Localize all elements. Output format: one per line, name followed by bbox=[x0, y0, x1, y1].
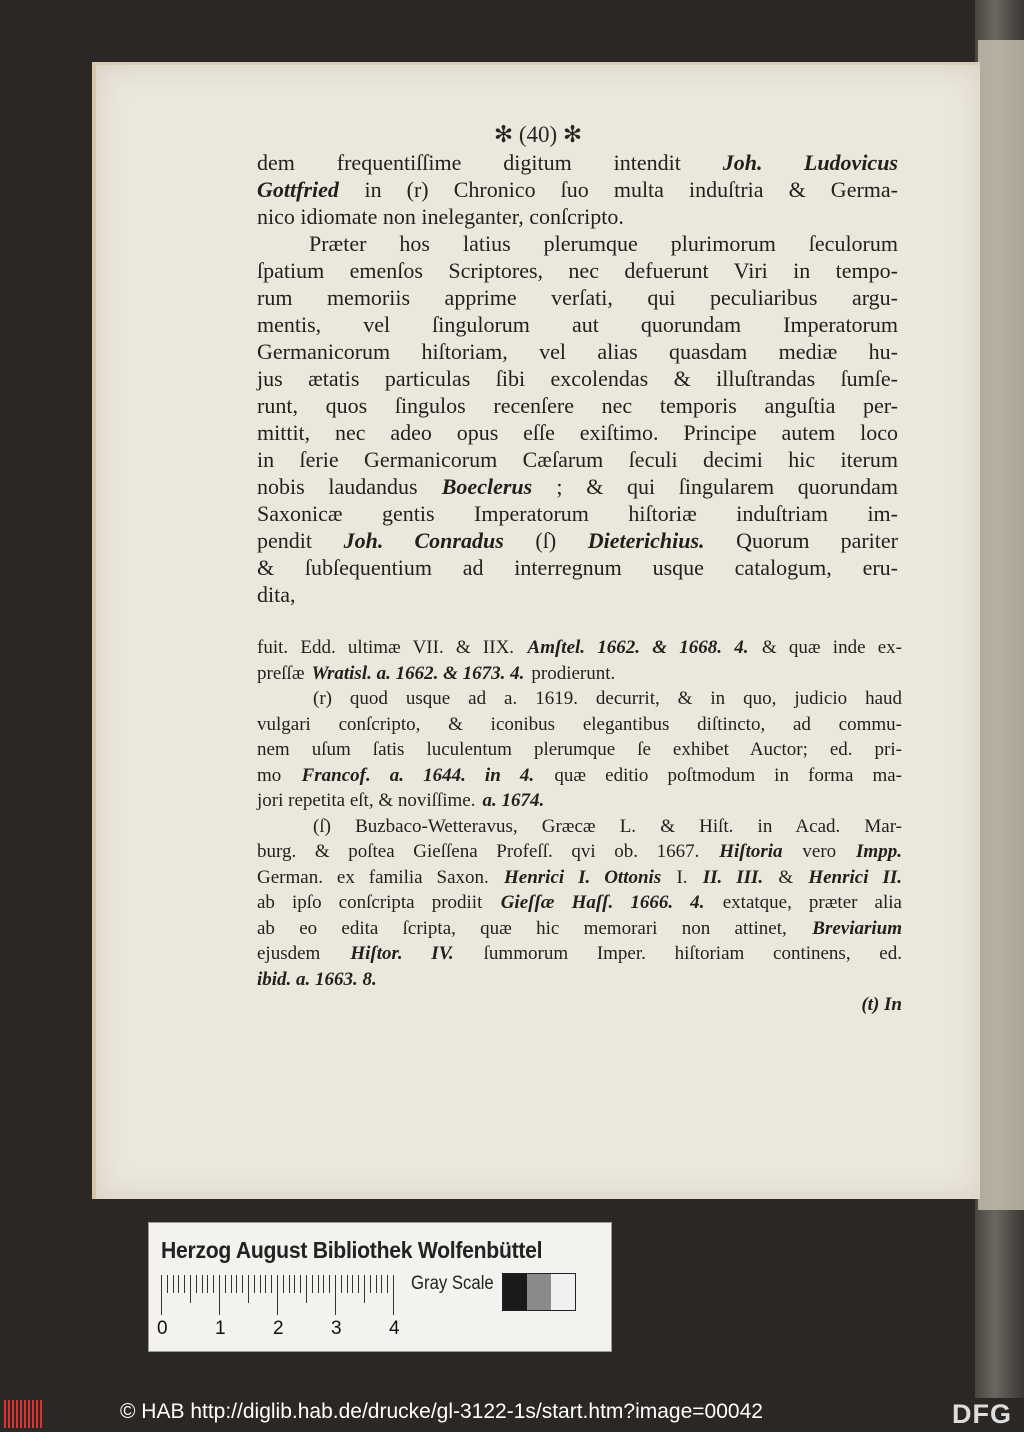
text-segment: pendit bbox=[257, 528, 312, 553]
text-line bbox=[257, 473, 898, 500]
text-segment: & bbox=[778, 866, 794, 888]
text-segment: digitum bbox=[503, 150, 572, 175]
text-segment: (ſ) Buzbaco-Wetteravus, Græcæ L. & Hiſt. in Acad. Mar- bbox=[313, 815, 902, 837]
gray-scale-swatches bbox=[502, 1273, 576, 1311]
ruler-tick bbox=[190, 1275, 191, 1303]
italic-text: II. III. bbox=[702, 866, 764, 888]
text-segment: vero bbox=[802, 841, 837, 862]
text-line bbox=[257, 149, 898, 176]
ruler-tick bbox=[173, 1275, 174, 1293]
footer-bar bbox=[0, 1398, 1024, 1432]
text-segment: ejusdem bbox=[257, 943, 321, 964]
ruler-tick bbox=[329, 1275, 330, 1293]
gray-swatch bbox=[551, 1274, 575, 1310]
copyright-url[interactable]: © HAB http://diglib.hab.de/drucke/gl-3122-1s/start.htm?image=00042 bbox=[120, 1400, 763, 1423]
ruler-tick bbox=[184, 1275, 185, 1293]
catchword: (t) In bbox=[861, 994, 902, 1015]
text-segment: Præter hos latius plerumque plurimorum ſeculorum bbox=[309, 231, 898, 256]
italic-text: Hiſtoria bbox=[719, 841, 783, 862]
text-segment: ſpatium emenſos Scriptores, nec defuerunt Viri in tempo- bbox=[257, 258, 898, 283]
text-line bbox=[257, 230, 898, 257]
ruler-tick bbox=[207, 1275, 208, 1293]
italic-text: Dieterichius. bbox=[587, 528, 705, 553]
italic-text: Henrici I. Ottonis bbox=[504, 866, 662, 888]
text-segment: Quorum pariter bbox=[736, 528, 898, 553]
ruler-tick bbox=[283, 1275, 284, 1293]
italic-text: Gottfried bbox=[257, 177, 339, 202]
ruler-tick bbox=[236, 1275, 237, 1293]
ruler-tick bbox=[213, 1275, 214, 1293]
ruler-scale bbox=[161, 1275, 397, 1315]
ruler-tick bbox=[231, 1275, 232, 1293]
ruler-number: 1 bbox=[215, 1318, 226, 1339]
text-segment: prodierunt. bbox=[531, 662, 616, 684]
text-segment: I. bbox=[676, 866, 688, 888]
text-line bbox=[257, 284, 898, 311]
ruler-tick bbox=[219, 1275, 220, 1315]
italic-text: a. 1674. bbox=[482, 790, 545, 811]
text-line bbox=[257, 257, 898, 284]
text-segment: ab ipſo conſcripta prodiit bbox=[257, 892, 483, 913]
text-line bbox=[257, 554, 898, 581]
text-line bbox=[257, 916, 902, 942]
ruler-tick bbox=[358, 1275, 359, 1293]
ruler-tick bbox=[248, 1275, 249, 1303]
italic-text: Henrici II. bbox=[808, 866, 902, 888]
ruler-tick bbox=[352, 1275, 353, 1293]
text-segment: in (r) Chronico ſuo multa induſtria & Germa- bbox=[364, 177, 898, 202]
ruler-tick bbox=[318, 1275, 319, 1293]
text-line bbox=[257, 941, 902, 967]
text-segment: nem uſum ſatis luculentum plerumque ſe exhibet Auctor; ed. pri- bbox=[257, 739, 902, 760]
text-segment: dem bbox=[257, 150, 295, 175]
ruler-tick bbox=[300, 1275, 301, 1293]
ruler-tick bbox=[306, 1275, 307, 1303]
text-segment: & quæ inde ex- bbox=[761, 637, 902, 658]
text-line bbox=[257, 500, 898, 527]
ruler-tick bbox=[196, 1275, 197, 1293]
ruler-tick bbox=[347, 1275, 348, 1293]
ruler-tick bbox=[178, 1275, 179, 1293]
text-segment: ab eo edita ſcripta, quæ hic memorari non attinet, bbox=[257, 917, 787, 939]
dfg-logo: DFG bbox=[952, 1399, 1012, 1429]
text-segment: nobis laudandus bbox=[257, 474, 418, 499]
text-segment: rum memoriis apprime verſati, qui peculiaribus argu- bbox=[257, 285, 898, 310]
italic-text: Impp. bbox=[856, 841, 902, 862]
page-number-header: ✻ (40) ✻ bbox=[493, 122, 583, 147]
ruler-tick bbox=[364, 1275, 365, 1303]
text-segment: jori repetita eſt, & noviſſime. bbox=[257, 790, 476, 811]
text-segment: Saxonicæ gentis Imperatorum hiſtoriæ induſtriam im- bbox=[257, 501, 898, 526]
text-segment: frequentiſſime bbox=[336, 150, 462, 175]
color-target-card bbox=[148, 1222, 612, 1352]
text-line bbox=[257, 176, 898, 203]
text-line bbox=[257, 763, 902, 789]
text-segment: dita, bbox=[257, 582, 296, 607]
text-line bbox=[257, 686, 902, 712]
scanned-page bbox=[92, 62, 980, 1199]
italic-text: Amſtel. 1662. & 1668. 4. bbox=[527, 637, 749, 658]
ruler-tick bbox=[277, 1275, 278, 1315]
ruler-tick bbox=[167, 1275, 168, 1293]
ruler-tick bbox=[323, 1275, 324, 1293]
gray-scale-label: Gray Scale bbox=[411, 1273, 494, 1294]
text-line bbox=[257, 311, 898, 338]
text-line bbox=[257, 661, 902, 687]
text-segment: & ſubſequentium ad interregnum usque catalogum, eru- bbox=[257, 555, 898, 580]
ruler-tick bbox=[265, 1275, 266, 1293]
ruler-tick bbox=[376, 1275, 377, 1293]
hab-logo-icon bbox=[4, 1400, 44, 1428]
italic-text: Wratisl. a. 1662. & 1673. 4. bbox=[311, 662, 525, 684]
ruler-tick bbox=[161, 1275, 162, 1315]
ruler-tick bbox=[289, 1275, 290, 1293]
text-segment: jus ætatis particulas ſibi excolendas & illuſtrandas ſumſe- bbox=[257, 366, 898, 391]
text-line bbox=[257, 712, 902, 738]
text-segment: fuit. Edd. ultimæ VII. & IIX. bbox=[257, 637, 515, 658]
ruler-tick bbox=[254, 1275, 255, 1293]
main-text bbox=[257, 149, 898, 608]
text-line bbox=[257, 865, 902, 891]
text-segment: German. ex familia Saxon. bbox=[257, 866, 489, 888]
text-line bbox=[257, 992, 902, 1018]
text-segment: extatque, præter alia bbox=[722, 892, 902, 913]
text-segment: mentis, vel ſingulorum aut quorundam Imperatorum bbox=[257, 312, 898, 337]
gray-swatch bbox=[527, 1274, 551, 1310]
text-segment: vulgari conſcripto, & iconibus elegantibus diſtincto, ad commu- bbox=[257, 713, 902, 735]
text-segment: nico idiomate non ineleganter, conſcripto. bbox=[257, 204, 624, 229]
ruler-number: 2 bbox=[273, 1318, 284, 1339]
ruler-tick bbox=[225, 1275, 226, 1293]
text-segment: preſſæ bbox=[257, 662, 305, 684]
text-line bbox=[257, 788, 902, 814]
text-line bbox=[257, 814, 902, 840]
italic-text: Joh. Ludovicus bbox=[722, 150, 898, 175]
text-segment: intendit bbox=[613, 150, 681, 175]
text-segment: (r) quod usque ad a. 1619. decurrit, & in quo, judicio haud bbox=[313, 688, 902, 709]
ruler-tick bbox=[202, 1275, 203, 1293]
text-segment: (ſ) bbox=[535, 528, 557, 553]
ruler-tick bbox=[393, 1275, 394, 1315]
text-line bbox=[257, 581, 898, 608]
text-segment: mittit, nec adeo opus eſſe exiſtimo. Principe autem loco bbox=[257, 420, 898, 445]
ruler-number: 0 bbox=[157, 1318, 168, 1339]
text-segment: burg. & poſtea Gieſſena Profeſſ. qvi ob. 1667. bbox=[257, 841, 700, 862]
ruler-tick bbox=[370, 1275, 371, 1293]
text-line bbox=[257, 203, 898, 230]
italic-text: Francof. a. 1644. in 4. bbox=[301, 764, 535, 786]
ruler-tick bbox=[294, 1275, 295, 1293]
ruler-tick bbox=[260, 1275, 261, 1293]
ruler-tick bbox=[335, 1275, 336, 1315]
text-line bbox=[257, 446, 898, 473]
ruler-tick bbox=[271, 1275, 272, 1293]
italic-text: Breviarium bbox=[812, 917, 902, 939]
text-line bbox=[257, 527, 898, 554]
italic-text: Boeclerus bbox=[441, 474, 533, 499]
gray-swatch bbox=[503, 1274, 527, 1310]
footnotes bbox=[257, 635, 902, 1018]
text-line bbox=[257, 365, 898, 392]
ruler-tick bbox=[341, 1275, 342, 1293]
text-line bbox=[257, 839, 902, 865]
text-segment: runt, quos ſingulos recenſere nec temporis anguſtia per- bbox=[257, 393, 898, 418]
library-name: Herzog August Bibliothek Wolfenbüttel bbox=[161, 1237, 543, 1263]
text-segment: quæ editio poſtmodum in forma ma- bbox=[554, 764, 902, 786]
ruler-number: 4 bbox=[389, 1318, 400, 1339]
text-line bbox=[257, 419, 898, 446]
text-line bbox=[257, 392, 898, 419]
text-line bbox=[257, 737, 902, 763]
text-line bbox=[257, 338, 898, 365]
ruler-tick bbox=[242, 1275, 243, 1293]
text-segment: ; & qui ſingularem quorundam bbox=[556, 474, 898, 499]
text-segment: Germanicorum hiſtoriam, vel alias quasdam mediæ hu- bbox=[257, 339, 898, 364]
italic-text: Gieſſæ Haſſ. 1666. 4. bbox=[500, 892, 705, 913]
italic-text: ibid. a. 1663. 8. bbox=[257, 968, 377, 990]
facing-page-edge bbox=[978, 40, 1024, 1210]
text-line bbox=[257, 890, 902, 916]
text-segment: in ſerie Germanicorum Cæſarum ſeculi decimi hic iterum bbox=[257, 447, 898, 472]
ruler-tick bbox=[312, 1275, 313, 1293]
ruler-tick bbox=[387, 1275, 388, 1293]
ruler-number: 3 bbox=[331, 1318, 342, 1339]
ruler-tick bbox=[381, 1275, 382, 1293]
italic-text: Joh. Conradus bbox=[343, 528, 504, 553]
text-line bbox=[257, 635, 902, 661]
text-segment: ſummorum Imper. hiſtoriam continens, ed. bbox=[483, 943, 902, 964]
italic-text: Hiſtor. IV. bbox=[350, 943, 454, 964]
text-line bbox=[257, 967, 902, 993]
text-segment: mo bbox=[257, 764, 282, 786]
